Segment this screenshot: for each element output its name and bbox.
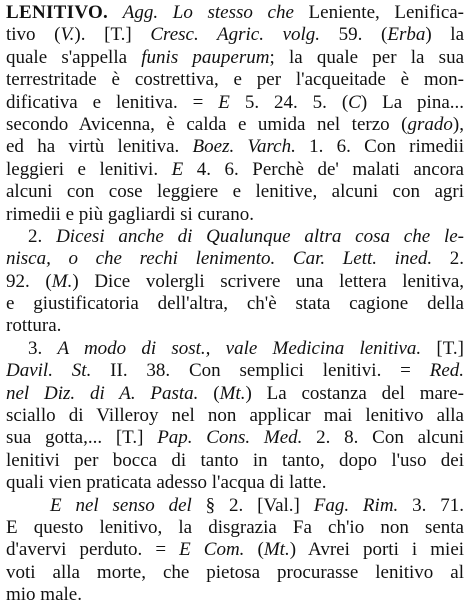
entry-line: tivo (V.). [T.] Cresc. Agric. volg. 59. (Erba) la [6,24,464,46]
entry-line: leggieri e lenitivi. E 4. 6. Perchè de' malati ancora [6,158,464,180]
entry-line: nisca, o che rechi lenimento. Car. Lett. ined. 2. [6,248,464,270]
sense-number: 2. [28,225,57,247]
entry-line: 92. (M.) Dice volergli scrivere una lettera lenitiva, [6,270,464,292]
subsense-line: E nel senso del § 2. [Val.] Fag. Rim. 3. 71. [50,494,464,516]
entry-line: rottura. [6,315,62,337]
entry-line: mio male. [6,584,82,606]
entry-line: ed ha virtù lenitiva. Boez. Varch. 1. 6. Con rimedii [6,136,464,158]
source-citation: Davil. St. [6,360,92,382]
entry-line: d'avervi perduto. = E Com. (Mt.) Avrei porti i miei [6,539,464,561]
entry-line: secondo Avicenna, è calda e umida nel terzo (grado), [6,113,464,135]
entry-line: dificativa e lenitiva. = E 5. 24. 5. (C) La pina... [6,91,464,113]
sense-number: 3. [28,337,58,359]
source-citation: Cresc. Agric. volg. [150,24,321,46]
sense-2-line: 2. Dicesi anche di Qualunque altra cosa che le- [28,225,464,247]
entry-line: quale s'appella funis pauperum; la quale per la sua [6,46,464,68]
source-citation: Pap. Cons. Med. [157,427,303,449]
entry-line: voti alla morte, che pietosa procurasse lenitivo al [6,561,464,583]
source-citation: Fag. Rim. [313,494,399,516]
entry-line: terrestritade è costrettiva, e per l'acqueitade è mon- [6,69,464,91]
sense-3-line: 3. A modo di sost., vale Medicina lenitiva. [T.] [28,337,464,359]
entry-line: e giustificatoria dell'altra, ch'è stata cagione della [6,293,464,315]
entry-line: nel Diz. di A. Pasta. (Mt.) La costanza del mare- [6,382,464,404]
entry-line: quali vien praticata adesso l'acqua di latte. [6,472,327,494]
entry-line: E questo lenitivo, la disgrazia Fa ch'io non senta [6,516,464,538]
entry-line: sua gotta,... [T.] Pap. Cons. Med. 2. 8. Con alcuni [6,427,464,449]
source-citation: Boez. Varch. [192,136,296,158]
headword: LENITIVO. [6,2,109,23]
entry-line: LENITIVO. Agg. Lo stesso che Leniente, Lenifica- [6,2,464,23]
source-citation: Car. Lett. ined. [292,248,433,270]
entry-line: sciallo di Villeroy nel non applicar mai lenitivo alla [6,405,464,427]
entry-line: rimedii e più gagliardi si curano. [6,203,254,225]
entry-line: lenitivi per bocca di tanto in tanto, dopo l'uso dei [6,449,464,471]
entry-line: alcuni con cose leggiere e lenitive, alcuni con agri [6,181,464,203]
entry-line: Davil. St. II. 38. Con semplici lenitivi. = Red. [6,360,464,382]
